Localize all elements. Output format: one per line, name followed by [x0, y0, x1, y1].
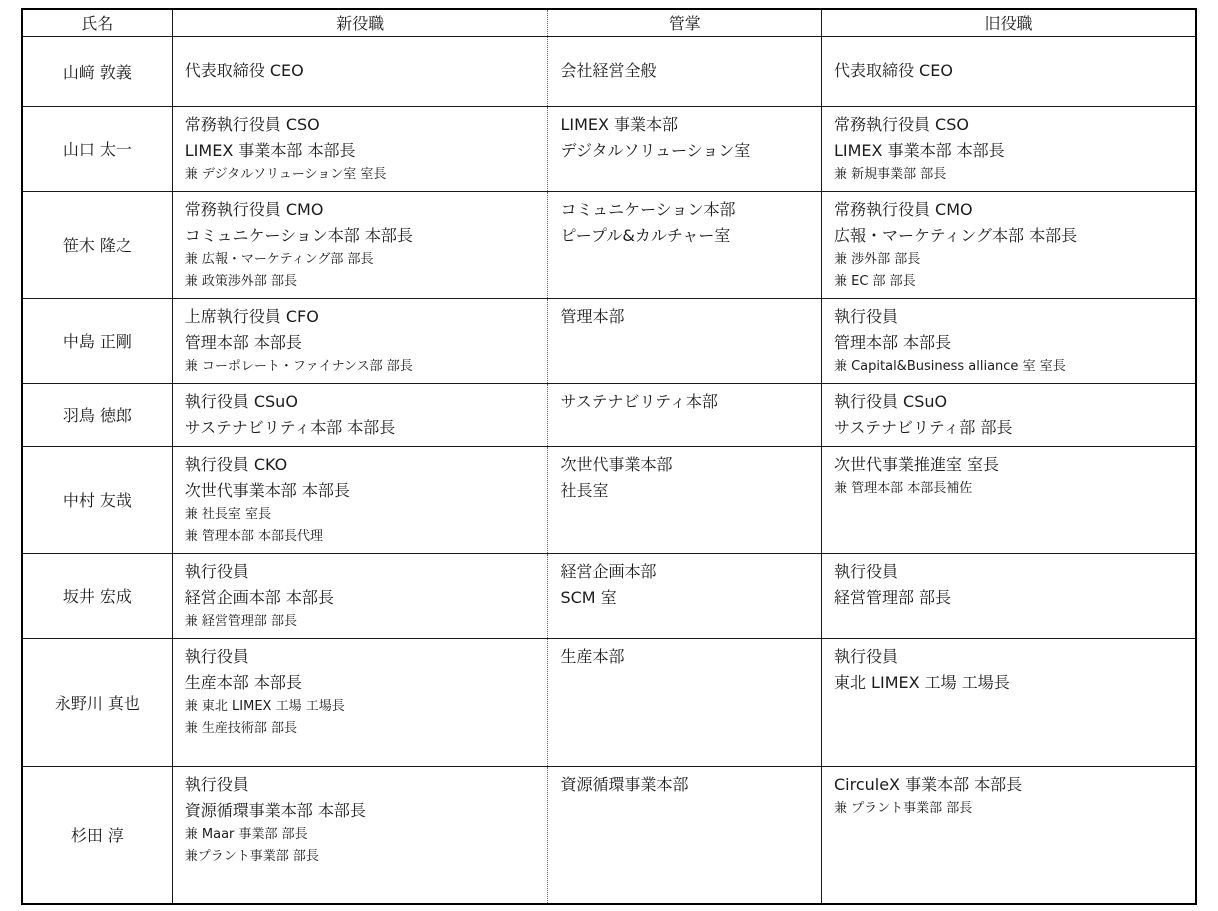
- new-position-cell: [172, 638, 548, 766]
- table-row: [22, 383, 1196, 446]
- position-line: 代表取締役 CEO: [833, 61, 953, 80]
- position-line: 兼 広報・マーケティング部 部長: [184, 251, 374, 267]
- position-line: 常務執行役員 CMO: [833, 199, 973, 219]
- position-line: 兼 新規事業部 部長: [833, 166, 947, 182]
- charge-cell: [548, 191, 822, 298]
- position-line: 執行役員: [184, 561, 249, 581]
- position-line: サステナビリティ本部: [560, 391, 718, 411]
- name-cell: 山口 太一: [22, 106, 172, 191]
- new-position-cell: [172, 553, 548, 638]
- position-line: CirculeX 事業本部 本部長: [833, 774, 1023, 794]
- new-position-cell: [172, 446, 548, 553]
- charge-cell: [548, 638, 822, 766]
- position-line: コミュニケーション本部: [560, 199, 736, 219]
- new-position-cell: [172, 383, 548, 446]
- table-row: [22, 106, 1196, 191]
- new-position-cell: [172, 766, 548, 904]
- position-line: 管理本部 本部長: [184, 332, 302, 352]
- position-line: 執行役員: [184, 774, 249, 794]
- new-position-cell: [172, 298, 548, 383]
- charge-cell: [548, 383, 822, 446]
- position-line: 生産本部: [560, 646, 625, 666]
- position-line: 生産本部 本部長: [184, 672, 302, 692]
- old-position-cell: [821, 766, 1196, 904]
- position-line: 常務執行役員 CMO: [184, 199, 324, 219]
- position-line: 東北 LIMEX 工場 工場長: [833, 672, 1010, 692]
- position-line: 兼 管理本部 本部長代理: [184, 528, 324, 544]
- old-position-cell: [821, 446, 1196, 553]
- name-cell: 山﨑 敦義: [22, 36, 172, 106]
- column-header-charge: 管掌: [548, 9, 822, 36]
- charge-cell: [548, 106, 822, 191]
- position-line: 兼 EC 部 部長: [833, 273, 916, 289]
- position-line: 兼 生産技術部 部長: [184, 720, 298, 736]
- name-cell: 中島 正剛: [22, 298, 172, 383]
- old-position-cell: [821, 553, 1196, 638]
- position-line: 常務執行役員 CSO: [184, 114, 320, 134]
- position-line: 執行役員 CKO: [184, 454, 288, 474]
- position-line: 代表取締役 CEO: [184, 61, 304, 80]
- table-row: [22, 766, 1196, 904]
- charge-cell: [548, 298, 822, 383]
- position-line: 兼 経営管理部 部長: [184, 613, 298, 629]
- position-line: LIMEX 事業本部 本部長: [833, 140, 1005, 160]
- charge-cell: [548, 553, 822, 638]
- position-line: LIMEX 事業本部: [560, 114, 679, 134]
- position-line: 執行役員: [833, 561, 898, 581]
- position-line: 会社経営全般: [560, 61, 657, 80]
- charge-cell: [548, 446, 822, 553]
- column-header-new-position: 新役職: [172, 9, 548, 36]
- position-line: 執行役員: [184, 646, 249, 666]
- name-cell: 永野川 真也: [22, 638, 172, 766]
- position-line: 兼プラント事業部 部長: [184, 848, 319, 864]
- position-line: 兼 管理本部 本部長補佐: [833, 480, 973, 496]
- table-body: [22, 36, 1196, 904]
- old-position-cell: [821, 36, 1196, 106]
- position-line: サステナビリティ部 部長: [833, 417, 1013, 437]
- charge-cell: [548, 36, 822, 106]
- position-line: 兼 プラント事業部 部長: [833, 800, 973, 816]
- column-header-name: 氏名: [22, 9, 172, 36]
- position-line: 次世代事業本部: [560, 454, 673, 474]
- position-line: 執行役員: [833, 646, 898, 666]
- position-line: サステナビリティ本部 本部長: [184, 417, 396, 437]
- position-line: 上席執行役員 CFO: [184, 306, 319, 326]
- position-line: 経営企画本部 本部長: [184, 587, 334, 607]
- name-cell: 笹木 隆之: [22, 191, 172, 298]
- position-line: 兼 デジタルソリューション室 室長: [184, 166, 387, 182]
- name-cell: 杉田 淳: [22, 766, 172, 904]
- new-position-cell: [172, 36, 548, 106]
- position-line: 兼 Maar 事業部 部長: [184, 826, 308, 842]
- new-position-cell: [172, 106, 548, 191]
- position-line: 兼 コーポレート・ファイナンス部 部長: [184, 358, 413, 374]
- table-row: [22, 553, 1196, 638]
- old-position-cell: [821, 106, 1196, 191]
- position-line: 兼 Capital&Business alliance 室 室長: [833, 358, 1066, 374]
- position-line: 執行役員 CSuO: [833, 391, 948, 411]
- name-cell: 中村 友哉: [22, 446, 172, 553]
- position-line: SCM 室: [560, 587, 617, 607]
- position-line: 管理本部: [560, 306, 625, 326]
- position-line: 次世代事業推進室 室長: [833, 454, 1000, 474]
- table-row: [22, 446, 1196, 553]
- table-row: [22, 638, 1196, 766]
- position-line: 資源循環事業本部: [560, 774, 689, 794]
- name-cell: 羽鳥 徳郎: [22, 383, 172, 446]
- old-position-cell: [821, 191, 1196, 298]
- position-line: 経営企画本部: [560, 561, 657, 581]
- charge-cell: [548, 766, 822, 904]
- column-header-old-position: 旧役職: [821, 9, 1196, 36]
- new-position-cell: [172, 191, 548, 298]
- position-line: 兼 渉外部 部長: [833, 251, 921, 267]
- position-line: LIMEX 事業本部 本部長: [184, 140, 356, 160]
- position-line: 執行役員: [833, 306, 898, 326]
- position-line: 兼 政策渉外部 部長: [184, 273, 298, 289]
- position-line: 常務執行役員 CSO: [833, 114, 969, 134]
- position-line: 経営管理部 部長: [833, 587, 952, 607]
- old-position-cell: [821, 298, 1196, 383]
- name-cell: 坂井 宏成: [22, 553, 172, 638]
- position-line: 管理本部 本部長: [833, 332, 952, 352]
- position-line: コミュニケーション本部 本部長: [184, 225, 413, 245]
- position-line: 執行役員 CSuO: [184, 391, 298, 411]
- position-line: ピープル&カルチャー室: [560, 225, 731, 245]
- position-line: 兼 東北 LIMEX 工場 工場長: [184, 698, 345, 714]
- old-position-cell: [821, 383, 1196, 446]
- executive-change-table: [21, 8, 1197, 905]
- table-row: [22, 36, 1196, 106]
- position-line: デジタルソリューション室: [560, 140, 751, 160]
- table-header: [22, 9, 1196, 36]
- position-line: 資源循環事業本部 本部長: [184, 800, 366, 820]
- header-row: [22, 9, 1196, 36]
- position-line: 広報・マーケティング本部 本部長: [833, 225, 1078, 245]
- table-row: [22, 191, 1196, 298]
- position-line: 社長室: [560, 480, 609, 500]
- old-position-cell: [821, 638, 1196, 766]
- position-line: 次世代事業本部 本部長: [184, 480, 350, 500]
- position-line: 兼 社長室 室長: [184, 506, 272, 522]
- table-row: [22, 298, 1196, 383]
